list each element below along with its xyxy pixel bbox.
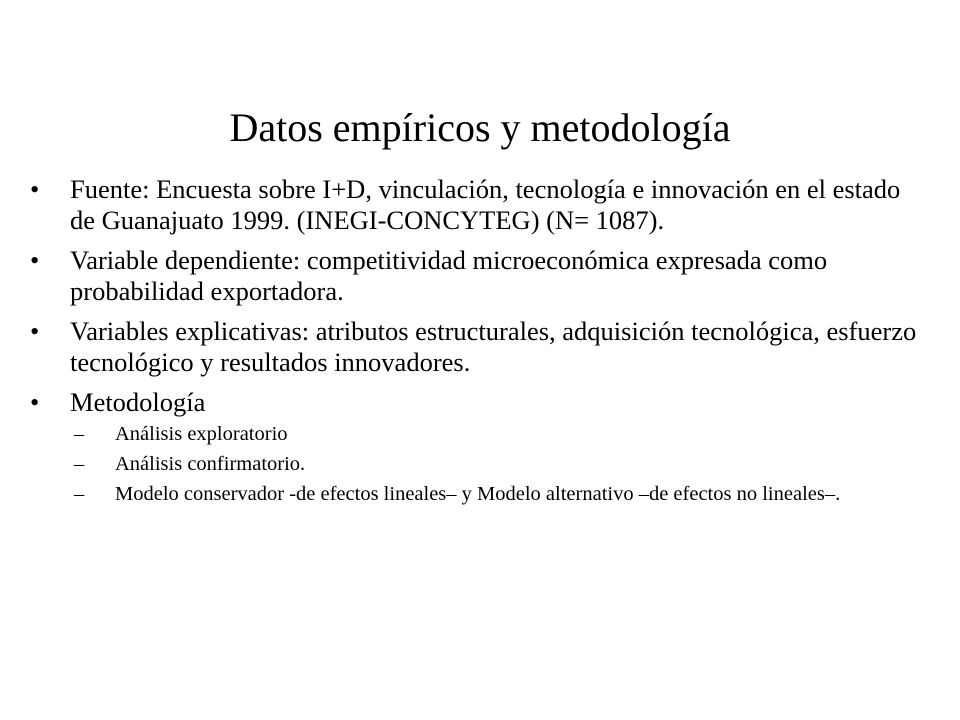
bullet-marker: • — [30, 316, 40, 346]
bullet-item-variable-dependiente — [30, 245, 930, 307]
bullet-text: Variables explicativas: atributos estructurales, adquisición tecnológica, esfuerzo tecnológico y resultados innovadores. — [70, 316, 917, 377]
bullet-text: Variable dependiente: competitividad microeconómica expresada como probabilidad exportadora. — [70, 245, 828, 306]
bullet-item-metodologia — [30, 387, 930, 507]
sub-bullet-marker: – — [74, 453, 85, 475]
bullet-text: Fuente: Encuesta sobre I+D, vinculación, tecnología e innovación en el estado de Guanajuato 1999. (INEGI-CONCYTEG) (N= 1087). — [70, 174, 901, 235]
sub-bullet-item-confirmatorio — [70, 452, 930, 477]
bullet-marker: • — [30, 174, 40, 204]
sub-bullet-text: Modelo conservador -de efectos lineales– y Modelo alternativo –de efectos no lineales–. — [115, 483, 841, 505]
sub-bullet-item-exploratorio — [70, 422, 930, 447]
sub-bullet-text: Análisis confirmatorio. — [115, 453, 306, 475]
bullet-item-variables-explicativas — [30, 316, 930, 378]
sub-bullet-text: Análisis exploratorio — [115, 423, 288, 445]
sub-bullet-item-modelos — [70, 482, 930, 507]
bullet-text: Metodología — [70, 387, 206, 417]
sub-bullet-marker: – — [74, 423, 85, 445]
sub-bullet-list — [70, 422, 930, 507]
sub-bullet-marker: – — [74, 483, 85, 505]
bullet-marker: • — [30, 387, 40, 417]
bullet-list — [30, 174, 930, 516]
bullet-item-fuente — [30, 174, 930, 236]
slide-title: Datos empíricos y metodología — [229, 105, 731, 150]
bullet-marker: • — [30, 245, 40, 275]
